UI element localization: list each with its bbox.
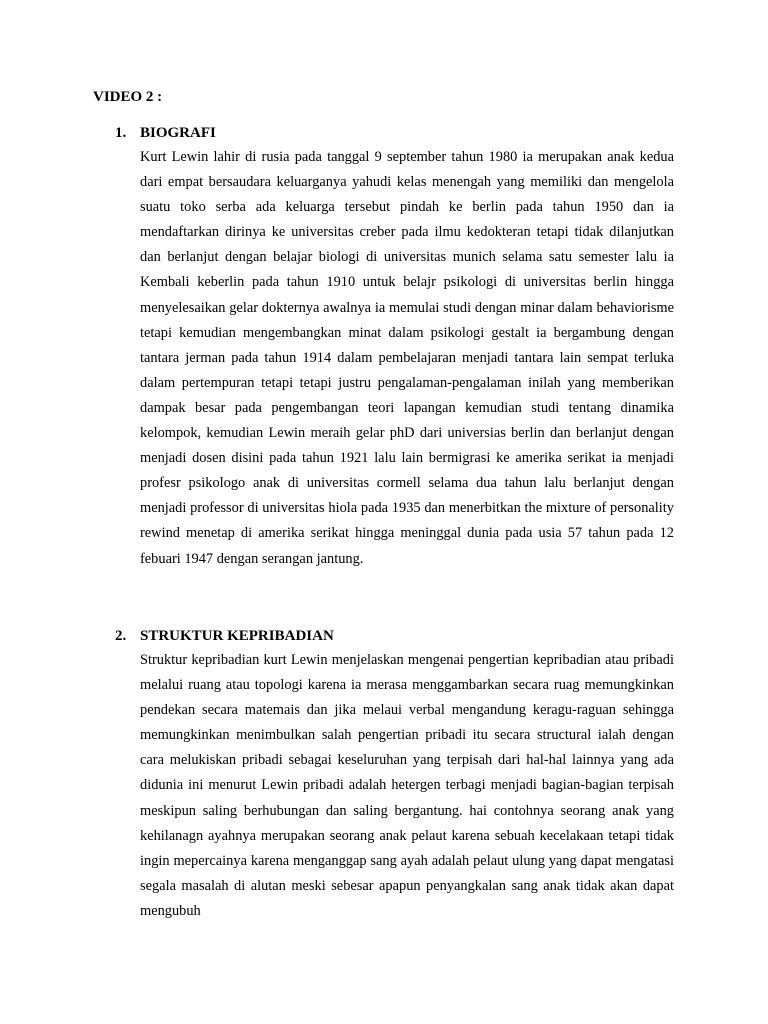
section-biografi (115, 123, 675, 572)
section-heading (115, 626, 675, 646)
section-paragraph: Kurt Lewin lahir di rusia pada tanggal 9 september tahun 1980 ia merupakan anak kedua dari empat bersaudara keluarganya yahudi kelas menengah yang memiliki dan mengelola suatu toko serba ada keluarga tersebut pindah ke berlin pada tahun 1950 dan ia mendaftarkan dirinya ke universitas creber pada ilmu kedokteran tetapi tidak dilanjutkan dan berlanjut dengan belajar biologi di universitas munich selama satu semester lalu ia Kembali keberlin pada tahun 1910 untuk belajr psikologi di universitas berlin hingga menyelesaikan gelar dokternya awalnya ia memulai studi dengan minar dalam behaviorisme tetapi kemudian mengembangkan minat dalam psikologi gestalt ia bergambung dengan tantara jerman pada tahun 1914 dalam pembelajaran menjadi tantara lain sempat terluka dalam pertempuran tetapi tetapi justru pengalaman-pengalaman inilah yang memberikan dampak besar pada pengembangan teori lapangan kemudian studi tentang dinamika kelompok, kemudian Lewin meraih gelar phD dari universias berlin dan berlanjut dengan menjadi dosen disini pada tahun 1921 lalu lain bermigrasi ke amerika serikat ia menjadi profesr psikologo anak di universitas cormell selama dua tahun lalu berlanjut dengan menjadi professor di universitas hiola pada 1935 dan menerbitkan the mixture of personality rewind menetap di amerika serikat hingga meninggal dunia pada usia 57 tahun pada 12 febuari 1947 dengan serangan jantung. (140, 149, 674, 567)
section-number: 1. (115, 125, 127, 141)
document-title: VIDEO 2 : (93, 89, 163, 105)
section-number: 2. (115, 628, 127, 644)
section-struktur-kepribadian (115, 626, 675, 924)
section-heading (115, 123, 675, 143)
section-title: STRUKTUR KEPRIBADIAN (140, 628, 334, 644)
section-title: BIOGRAFI (140, 125, 216, 141)
section-paragraph: Struktur kepribadian kurt Lewin menjelaskan mengenai pengertian kepribadian atau pribadi melalui ruang atau topologi karena ia merasa menggambarkan secara ruag memungkinkan pendekan secara matemais dan jika melaui verbal mengandung keragu-raguan sehingga memungkinkan menimbulkan salah pengertian pribadi itu secara structural ialah dengan cara melukiskan pribadi sebagai keseluruhan yang terpisah dari hal-hal lainnya yang ada didunia ini menurut Lewin pribadi adalah hetergen terbagi menjadi bagian-bagian terpisah meskipun saling berhubungan dan saling bergantung. hai contohnya seorang anak yang kehilanagn ayahnya merupakan seorang anak pelaut karena sebuah kecelakaan tetapi tidak ingin mepercainya karena menganggap sang ayah adalah pelaut ulung yang dapat mengatasi segala masalah di alutan meski sebesar apapun penyangkalan sang anak tidak akan dapat mengubuh (140, 652, 674, 919)
